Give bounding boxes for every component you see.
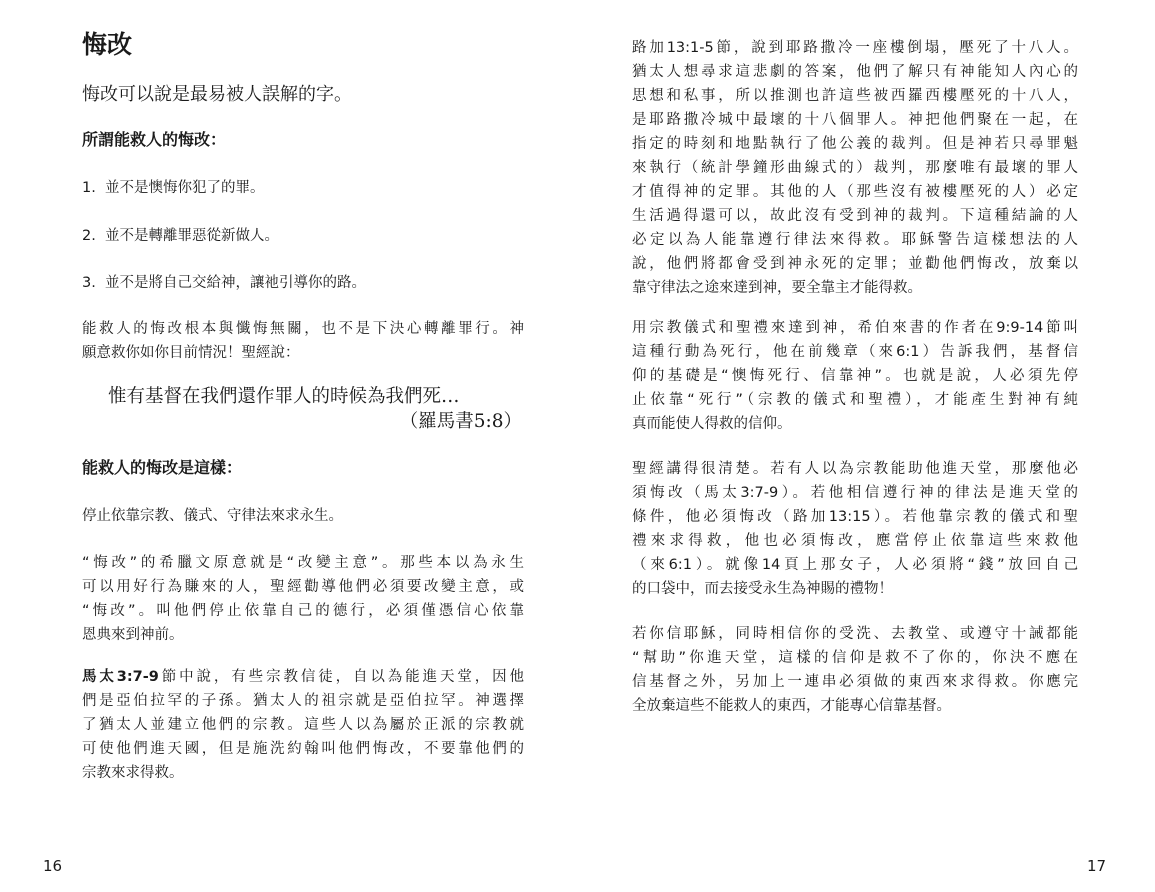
paragraph (82, 551, 524, 647)
text-line: 說，他們將都會受到神永死的定罪；並勸他們悔改，放棄以 (632, 256, 1078, 272)
text-line: 信基督之外，另加上一連串必須做的東西來求得救。你應完 (632, 674, 1078, 690)
text-line: 這種行動為死行，他在前幾章（來6:1）告訴我們，基督信 (632, 344, 1078, 360)
text-line: 靠守律法之途來達到神，要全靠主才能得救。 (632, 280, 922, 296)
text-fragment: 節中說，有些宗教信徒，自以為能進天堂，因他 (158, 669, 524, 685)
list-item-text: 並不是轉離罪惡從新做人。 (105, 228, 279, 244)
list-item (82, 272, 366, 294)
text-line: 宗教來求得救。 (82, 765, 184, 781)
text-line: 思想和私事，所以推測也許這些被西羅西樓壓死的十八人， (632, 88, 1078, 104)
list-item-number: 3. (82, 275, 96, 291)
list-item (82, 225, 279, 247)
text-line: 的口袋中，而去接受永生為神賜的禮物！ (632, 581, 893, 597)
text-line: 聖經講得很清楚。若有人以為宗教能助他進天堂，那麼他必 (632, 461, 1078, 477)
list-item-text: 並不是將自己交給神，讓祂引導你的路。 (105, 275, 366, 291)
text-line: 才值得神的定罪。其他的人（那些沒有被樓壓死的人）必定 (632, 184, 1078, 200)
text-line: 能救人的悔改根本與懺悔無關，也不是下決心轉離罪行。神 (82, 321, 524, 337)
text-line: 停止依靠宗教、儀式、守律法來求永生。 (82, 508, 343, 524)
text-line: “幫助”你進天堂，這樣的信仰是救不了你的，你決不應在 (632, 650, 1078, 666)
scripture-reference: 馬太3:7-9 (82, 669, 159, 685)
text-line: 用宗教儀式和聖禮來達到神，希伯來書的作者在9:9-14節叫 (632, 320, 1078, 336)
text-line: 止依靠“死行”（宗教的儀式和聖禮），才能產生對神有純 (632, 392, 1078, 408)
text-line: 可使他們進天國，但是施洗約翰叫他們悔改，不要靠他們的 (82, 741, 524, 757)
section-heading-saving-repentance-is: 能救人的悔改是這樣： (82, 458, 243, 477)
text-line: 願意救你如你目前情況！聖經說： (82, 345, 300, 361)
text-line: （來6:1）。就像14頁上那女子，人必須將“錢”放回自己 (632, 557, 1078, 573)
text-line: 全放棄這些不能救人的東西，才能專心信靠基督。 (632, 698, 951, 714)
text-line: “悔改”。叫他們停止依靠自己的德行，必須僅憑信心依靠 (82, 603, 524, 619)
section-heading-saving-repentance-not: 所謂能救人的悔改： (82, 130, 227, 149)
text-line: 是耶路撒冷城中最壞的十八個罪人。神把他們聚在一起，在 (632, 112, 1078, 128)
text-line: 須悔改（馬太3:7-9）。若他相信遵行神的律法是進天堂的 (632, 485, 1078, 501)
text-line: 生活過得還可以，故此沒有受到神的裁判。下這種結論的人 (632, 208, 1078, 224)
text-line: 們是亞伯拉罕的子孫。猶太人的祖宗就是亞伯拉罕。神選擇 (82, 693, 524, 709)
quote-reference: （羅馬書5:8） (399, 411, 522, 432)
paragraph (82, 665, 524, 785)
list-item-number: 2. (82, 228, 96, 244)
text-line: 仰的基礎是“懊悔死行、信靠神”。也就是說，人必須先停 (632, 368, 1078, 384)
text-line: 恩典來到神前。 (82, 627, 184, 643)
page-subtitle: 悔改可以說是最易被人誤解的字。 (82, 84, 352, 105)
text-line (82, 665, 524, 689)
scripture-quote (108, 384, 522, 434)
paragraph (82, 317, 524, 365)
text-line: 必定以為人能靠遵行律法來得救。耶穌警告這樣想法的人 (632, 232, 1078, 248)
text-line: 若你信耶穌，同時相信你的受洗、去教堂、或遵守十誡都能 (632, 626, 1078, 642)
page-title: 悔改 (82, 30, 133, 59)
list-item-number: 1. (82, 180, 96, 196)
text-line: 禮來求得救，他也必須悔改，應當停止依靠這些來救他 (632, 533, 1078, 549)
list-item-text: 並不是懊悔你犯了的罪。 (105, 180, 265, 196)
page-number-left: 16 (43, 857, 63, 875)
paragraph (632, 36, 1078, 300)
list-item (82, 177, 265, 199)
paragraph (632, 457, 1078, 601)
text-line: 可以用好行為賺來的人，聖經勸導他們必須要改變主意，或 (82, 579, 524, 595)
text-line: “悔改”的希臘文原意就是“改變主意”。那些本以為永生 (82, 555, 524, 571)
page-number-right: 17 (1087, 857, 1107, 875)
paragraph (82, 504, 524, 528)
text-line: 來執行（統計學鐘形曲線式的）裁判，那麼唯有最壞的罪人 (632, 160, 1078, 176)
paragraph (632, 316, 1078, 436)
text-line: 了猶太人並建立他們的宗教。這些人以為屬於正派的宗教就 (82, 717, 524, 733)
quote-text: 惟有基督在我們還作罪人的時候為我們死… (108, 386, 460, 407)
text-line: 路加13:1-5節，說到耶路撒冷一座樓倒塌，壓死了十八人。 (632, 40, 1078, 56)
paragraph (632, 622, 1078, 718)
text-line: 條件，他必須悔改（路加13:15）。若他靠宗教的儀式和聖 (632, 509, 1078, 525)
text-line: 真而能使人得救的信仰。 (632, 416, 792, 432)
text-line: 指定的時刻和地點執行了他公義的裁判。但是神若只尋罪魁 (632, 136, 1078, 152)
text-line: 猶太人想尋求這悲劇的答案，他們了解只有神能知人內心的 (632, 64, 1078, 80)
